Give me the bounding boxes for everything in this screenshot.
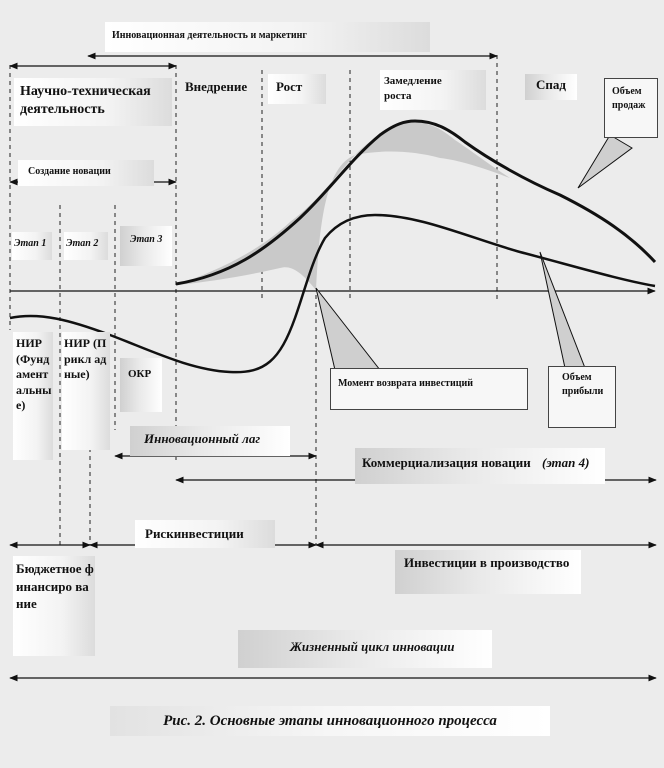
profit-callout-pointer <box>540 252 585 368</box>
label-nir-fund: НИР (Фунд амент альны е) <box>16 336 52 413</box>
label-nir-appl: НИР (Прикл адные) <box>64 336 107 382</box>
label-intro: Внедрение <box>185 79 248 94</box>
label-profit-line2: прибыли <box>562 386 604 397</box>
sales-profit-gap-area <box>176 122 520 290</box>
label-creation: Создание новации <box>28 166 111 177</box>
label-budget: Бюджетное финансиро вание <box>16 561 94 612</box>
label-payback: Момент возврата инвестиций <box>338 378 474 389</box>
label-slowdown-line2: роста <box>384 90 412 102</box>
sales-callout-pointer <box>578 135 632 188</box>
label-decline: Спад <box>536 77 566 92</box>
label-okr: ОКР <box>128 368 152 380</box>
label-commercialization: Коммерциализация новации <box>362 455 531 470</box>
label-profit-line1: Объем <box>562 372 592 383</box>
label-stage2: Этап 2 <box>66 238 99 249</box>
payback-callout-pointer <box>316 288 380 370</box>
label-commercialization-stage: (этап 4) <box>542 455 590 470</box>
label-sales-volume-line1: Объем <box>612 86 642 97</box>
label-sales-volume-line2: продаж <box>612 100 646 111</box>
label-marketing: Инновационная деятельность и маркетинг <box>112 30 307 41</box>
label-prod-invest: Инвестиции в производство <box>404 555 570 570</box>
label-lifecycle: Жизненный цикл инновации <box>290 639 455 654</box>
label-innov-lag: Инновационный лаг <box>144 431 261 446</box>
figure-caption: Рис. 2. Основные этапы инновационного процесса <box>110 706 550 736</box>
label-growth: Рост <box>276 79 303 94</box>
label-rnd-line2: деятельность <box>20 102 105 117</box>
label-rnd-line1: Научно-техническая <box>20 84 151 99</box>
label-slowdown-line1: Замедление <box>384 75 442 87</box>
label-stage1: Этап 1 <box>14 238 47 249</box>
label-stage3: Этап 3 <box>130 234 163 245</box>
label-risk-invest: Рискинвестиции <box>145 526 244 541</box>
